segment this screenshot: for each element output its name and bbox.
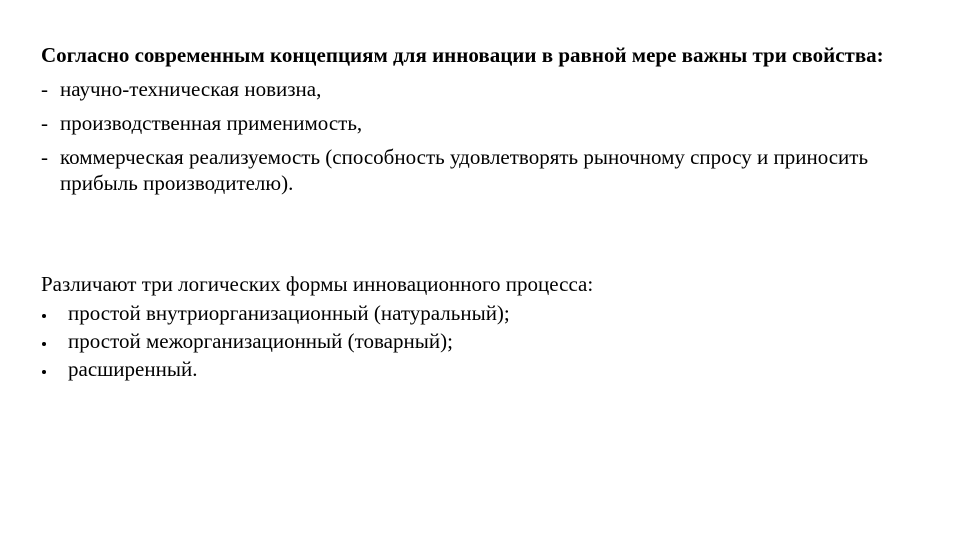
section-heading: Различают три логических формы инновационного процесса: <box>41 272 594 296</box>
bullet-item <box>41 327 921 355</box>
list-item-text: коммерческая реализуемость (способность удовлетворять рыночному спросу и приносить прибыль производителю). <box>60 145 869 195</box>
bullet-item <box>41 355 921 383</box>
properties-section <box>41 42 921 204</box>
bullet-item <box>41 299 921 327</box>
list-item <box>41 110 921 136</box>
list-item <box>41 144 921 196</box>
dash-marker: - <box>41 145 48 169</box>
list-item <box>41 76 921 102</box>
bullet-icon <box>42 342 46 346</box>
bullet-icon <box>42 314 46 318</box>
dash-marker: - <box>41 77 48 101</box>
bullet-item-text: расширенный. <box>68 357 198 381</box>
bullet-item-text: простой межорганизационный (товарный); <box>68 329 453 353</box>
process-forms-section <box>41 270 921 383</box>
intro-text: Согласно современным концепциям для инновации в равной мере важны три свойства: <box>41 43 884 67</box>
bullet-item-text: простой внутриорганизационный (натуральный); <box>68 301 510 325</box>
bullet-icon <box>42 370 46 374</box>
list-item-text: производственная применимость, <box>60 111 363 135</box>
list-item-text: научно-техническая новизна, <box>60 77 322 101</box>
dash-marker: - <box>41 111 48 135</box>
